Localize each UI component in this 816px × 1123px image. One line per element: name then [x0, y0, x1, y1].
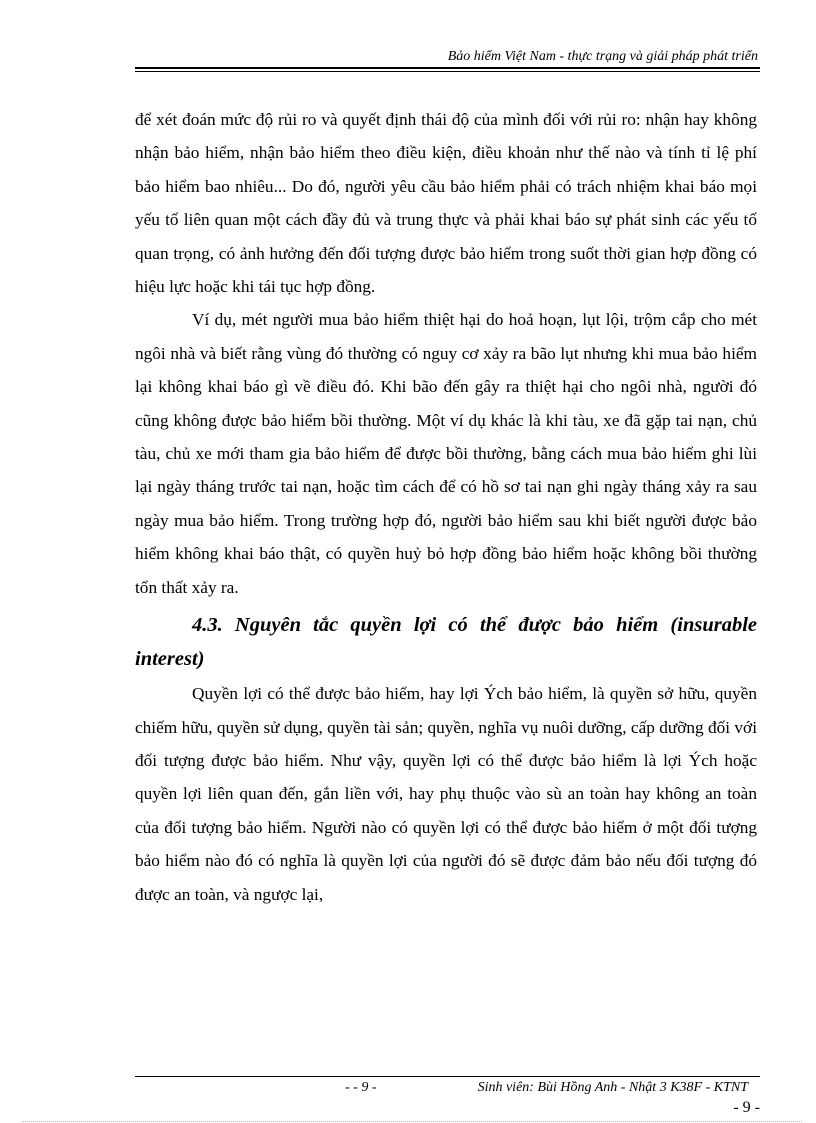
footer-page-marker: - - 9 -: [345, 1080, 377, 1095]
header-rule-thick: [135, 67, 760, 69]
paragraph-insurable-interest: Quyền lợi có thể được bảo hiểm, hay lợi Ých bảo hiểm, là quyền sở hữu, quyền chiếm hữu, quyền sử dụng, quyền tài sản; quyền, nghĩa vụ nuôi dưỡng, cấp dưỡng đối với đối tượng được bảo hiểm. Như vậy, quyền lợi có thể được bảo hiểm là lợi Ých hoặc quyền lợi liên quan đến, gắn liền với, hay phụ thuộc vào sù an toàn hay không an toàn của đối tượng bảo hiểm. Người nào có quyền lợi có thể được bảo hiểm ở một đối tượng bảo hiểm nào đó có nghĩa là quyền lợi của người đó sẽ được đảm bảo nếu đối tượng đó được an toàn, và ngược lại,: [135, 684, 757, 904]
paragraph-continuation: để xét đoán mức độ rủi ro và quyết định thái độ của mình đối với rủi ro: nhận hay không nhận bảo hiểm, nhận bảo hiểm theo điều kiện, điều khoản như thế nào và tính tỉ lệ phí bảo hiểm bao nhiêu... Do đó, người yêu cầu bảo hiểm phải có trách nhiệm khai báo mọi yếu tố liên quan một cách đầy đủ và trung thực và phải khai báo sự phát sinh các yếu tố quan trọng, có ảnh hưởng đến đối tượng được bảo hiểm trong suốt thời gian hợp đồng có hiệu lực hoặc khi tái tục hợp đồng.: [135, 110, 757, 297]
header-title: Bảo hiểm Việt Nam - thực trạng và giải pháp phát triển: [447, 49, 758, 64]
page-body: [135, 103, 757, 911]
page-edge-dotted-line: [22, 1121, 802, 1122]
header-rule-thin: [135, 71, 760, 72]
page-header: [135, 48, 760, 70]
footer-author: Sinh viên: Bùi Hồng Anh - Nhật 3 K38F - KTNT: [477, 1080, 748, 1095]
page-footer: [135, 1076, 760, 1116]
section-heading: 4.3. Nguyên tắc quyền lợi có thể được bảo hiểm (insurable interest): [135, 614, 757, 671]
paragraph-example: Ví dụ, mét người mua bảo hiểm thiệt hại do hoả hoạn, lụt lội, trộm cắp cho mét ngôi nhà và biết rằng vùng đó thường có nguy cơ xảy ra bão lụt nhưng khi mua bảo hiểm lại không khai báo gì về điều đó. Khi bão đến gây ra thiệt hại cho ngôi nhà, người đó cũng không được bảo hiểm bồi thường. Một ví dụ khác là khi tàu, xe đã gặp tai nạn, chủ tàu, chủ xe mới tham gia bảo hiểm để được bồi thường, bằng cách mua bảo hiểm ghi lùi lại ngày tháng trước tai nạn, hoặc tìm cách để có hồ sơ tai nạn ghi ngày tháng xảy ra sau ngày mua bảo hiểm. Trong trường hợp đó, người bảo hiểm sau khi biết người được bảo hiểm không khai báo thật, có quyền huỷ bỏ hợp đồng bảo hiểm hoặc không bồi thường tổn thất xảy ra.: [135, 310, 757, 597]
footer-rule: [135, 1076, 760, 1077]
page-number: - 9 -: [733, 1099, 760, 1116]
